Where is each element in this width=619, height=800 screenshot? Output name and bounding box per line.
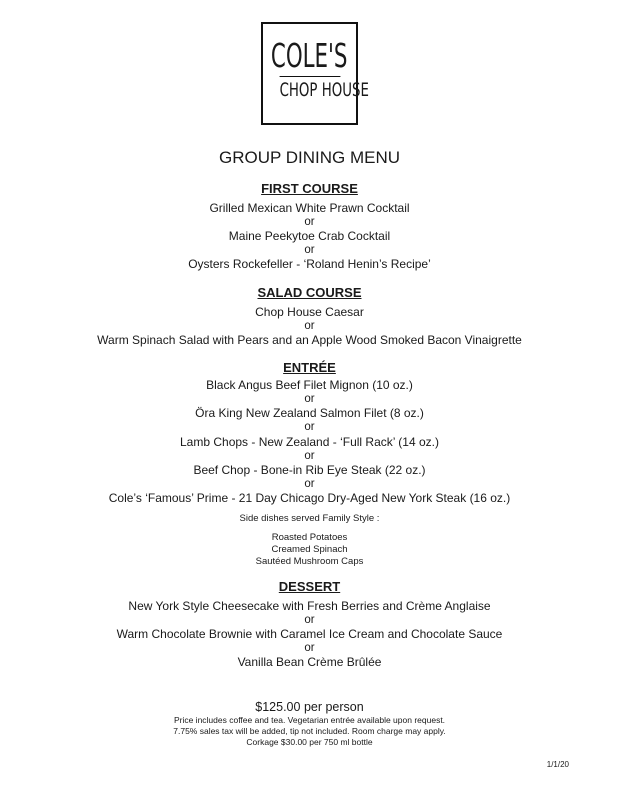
price: $125.00 per person [255,700,364,714]
entree-item: Öra King New Zealand Salmon Filet (8 oz.) [195,406,424,420]
or-separator: or [304,244,315,256]
or-separator: or [304,216,315,228]
side-dish: Roasted Potatoes [271,532,348,543]
first-course-item: Grilled Mexican White Prawn Cocktail [209,201,410,215]
or-separator: or [304,478,315,490]
entree-item: Lamb Chops - New Zealand - ‘Full Rack’ (14 oz.) [180,435,439,449]
entree-item: Black Angus Beef Filet Mignon (10 oz.) [206,378,413,392]
dessert-item: New York Style Cheesecake with Fresh Berries and Crème Anglaise [128,599,491,613]
first-course-heading: FIRST COURSE [261,181,358,196]
logo-line-2: CHOP HOUSE [279,76,340,100]
side-dish: Sautéed Mushroom Caps [255,556,364,567]
menu-title: GROUP DINING MENU [218,148,401,167]
coles-chop-house-logo [261,22,369,125]
dessert-item: Warm Chocolate Brownie with Caramel Ice Cream and Chocolate Sauce [116,627,503,641]
entree-item: Beef Chop - Bone-in Rib Eye Steak (22 oz.) [193,463,426,477]
tax-note: 7.75% sales tax will be added, tip not included. Room charge may apply. [173,726,446,736]
or-separator: or [304,393,315,405]
or-separator: or [304,614,315,626]
or-separator: or [304,320,315,332]
first-course-item: Oysters Rockefeller - ‘Roland Henin’s Recipe’ [188,257,431,271]
salad-course-item: Chop House Caesar [255,305,364,319]
side-dish: Creamed Spinach [271,544,348,555]
dessert-item: Vanilla Bean Crème Brûlée [237,655,382,669]
entree-heading: ENTRÉE [283,360,336,375]
price-note: Price includes coffee and tea. Vegetarian entrée available upon request. [173,715,446,725]
corkage-note: Corkage $30.00 per 750 ml bottle [246,737,373,747]
or-separator: or [304,642,315,654]
salad-course-heading: SALAD COURSE [257,285,362,300]
logo-line-1: COLE'S [271,36,348,75]
salad-course-item: Warm Spinach Salad with Pears and an Apple Wood Smoked Bacon Vinaigrette [97,333,522,347]
sides-label: Side dishes served Family Style : [239,513,380,524]
or-separator: or [304,421,315,433]
menu-date: 1/1/20 [546,760,569,769]
entree-item: Cole’s ‘Famous’ Prime - 21 Day Chicago Dry-Aged New York Steak (16 oz.) [108,491,511,505]
dessert-heading: DESSERT [278,579,341,594]
first-course-item: Maine Peekytoe Crab Cocktail [228,229,391,243]
or-separator: or [304,450,315,462]
